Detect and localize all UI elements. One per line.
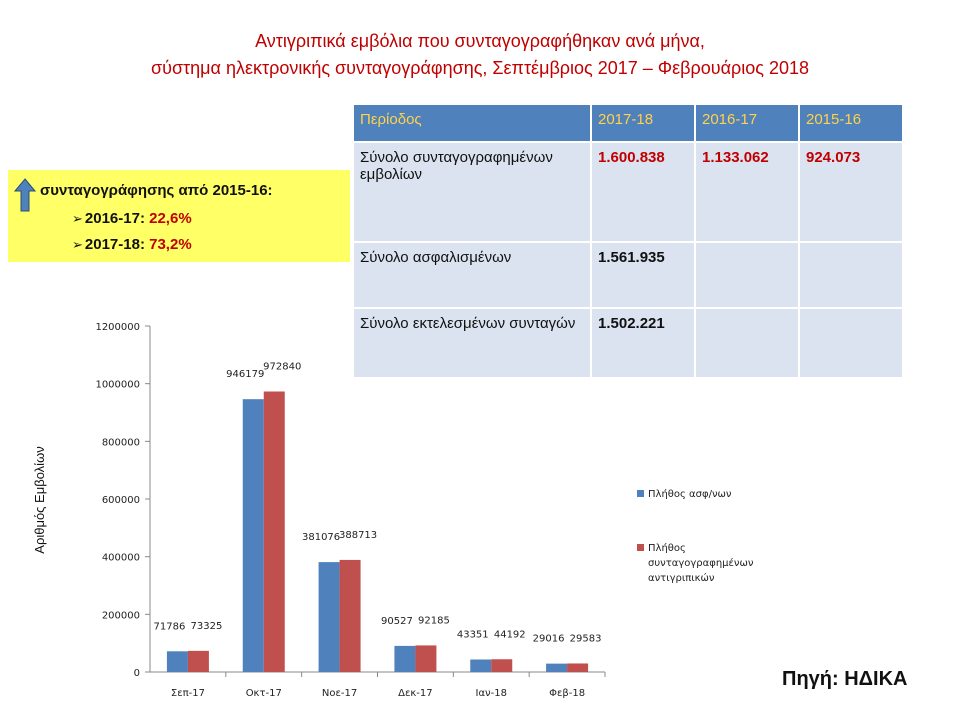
data-label: 92185: [418, 615, 450, 627]
y-tick-label: 800000: [101, 437, 140, 449]
table-header: 2016-17: [695, 104, 799, 142]
bar-prescribed: [264, 391, 285, 672]
x-tick-label: Οκτ-17: [245, 688, 282, 699]
data-label: 29016: [532, 633, 565, 645]
data-label: 946179: [226, 369, 265, 381]
table-row-label: Σύνολο εκτελεσμένων συνταγών: [353, 308, 591, 378]
data-label: 388713: [338, 529, 378, 541]
bar-prescribed: [567, 663, 588, 672]
bar-insured: [470, 660, 491, 672]
table-cell: 1.133.062: [695, 142, 799, 242]
bar-insured: [167, 651, 188, 672]
table-row-label: Σύνολο ασφαλισμένων: [353, 242, 591, 308]
table-cell: 1.561.935: [591, 242, 695, 308]
growth-value: 73,2%: [149, 236, 192, 253]
data-label: 73325: [190, 620, 223, 632]
bar-insured: [243, 399, 264, 672]
growth-label: 2016-17:: [84, 210, 150, 227]
bar-prescribed: [340, 560, 361, 672]
data-label: 381076: [301, 532, 341, 544]
y-tick-label: 0: [133, 668, 140, 679]
bar-insured: [319, 562, 340, 672]
growth-label: 2017-18:: [84, 236, 150, 253]
table-cell: 1.502.221: [591, 308, 695, 378]
table-header: 2015-16: [799, 104, 903, 142]
table-header: 2017-18: [591, 104, 695, 142]
table-header: Περίοδος: [353, 104, 591, 142]
y-tick-label: 400000: [101, 552, 140, 564]
x-tick-label: Ιαν-18: [475, 688, 507, 699]
legend-label-insured: Πλήθος ασφ/νων: [648, 489, 732, 500]
y-tick-label: 200000: [101, 610, 140, 622]
y-tick-label: 1000000: [95, 379, 140, 391]
legend-swatch-insured: [637, 490, 644, 497]
y-tick-label: 1200000: [95, 322, 140, 333]
bar-prescribed: [491, 659, 512, 672]
title-line-2: σύστημα ηλεκτρονικής συνταγογράφησης, Σεπτέμβριος 2017 – Φεβρουάριος 2018: [150, 58, 809, 78]
title-line-1: Αντιγριπικά εμβόλια που συνταγογραφήθηκαν ανά μήνα,: [255, 31, 705, 51]
y-axis-title: Αριθμός Εμβολίων: [32, 446, 47, 554]
data-label: 44192: [493, 629, 526, 641]
growth-heading: συνταγογράφησης από 2015-16:: [40, 182, 273, 199]
x-tick-label: Σεπ-17: [170, 688, 205, 699]
y-tick-label: 600000: [101, 495, 140, 506]
x-tick-label: Νοε-17: [321, 688, 358, 699]
table-row-label: Σύνολο συνταγογραφημένων εμβολίων: [353, 142, 591, 242]
data-label: 43351: [456, 629, 489, 641]
arrow-bullet-icon: ➢: [72, 237, 83, 252]
bar-prescribed: [415, 645, 436, 672]
source-label: Πηγή: ΗΔΙΚΑ: [782, 668, 908, 690]
x-tick-label: Δεκ-17: [398, 688, 433, 699]
table-cell: 1.600.838: [591, 142, 695, 242]
data-label: 71786: [153, 621, 186, 633]
table-cell: 924.073: [799, 142, 903, 242]
legend-swatch-prescribed: [637, 544, 644, 551]
bar-prescribed: [188, 651, 209, 672]
data-label: 972840: [263, 361, 302, 373]
bar-insured: [546, 664, 567, 672]
growth-value: 22,6%: [149, 210, 192, 227]
bar-insured: [394, 646, 415, 672]
arrow-bullet-icon: ➢: [72, 211, 83, 226]
data-label: 29583: [569, 633, 602, 645]
x-tick-label: Φεβ-18: [549, 688, 586, 699]
data-label: 90527: [381, 615, 413, 627]
legend-label-prescribed: Πλήθος συνταγογραφημένων αντιγριπικών: [648, 543, 754, 584]
